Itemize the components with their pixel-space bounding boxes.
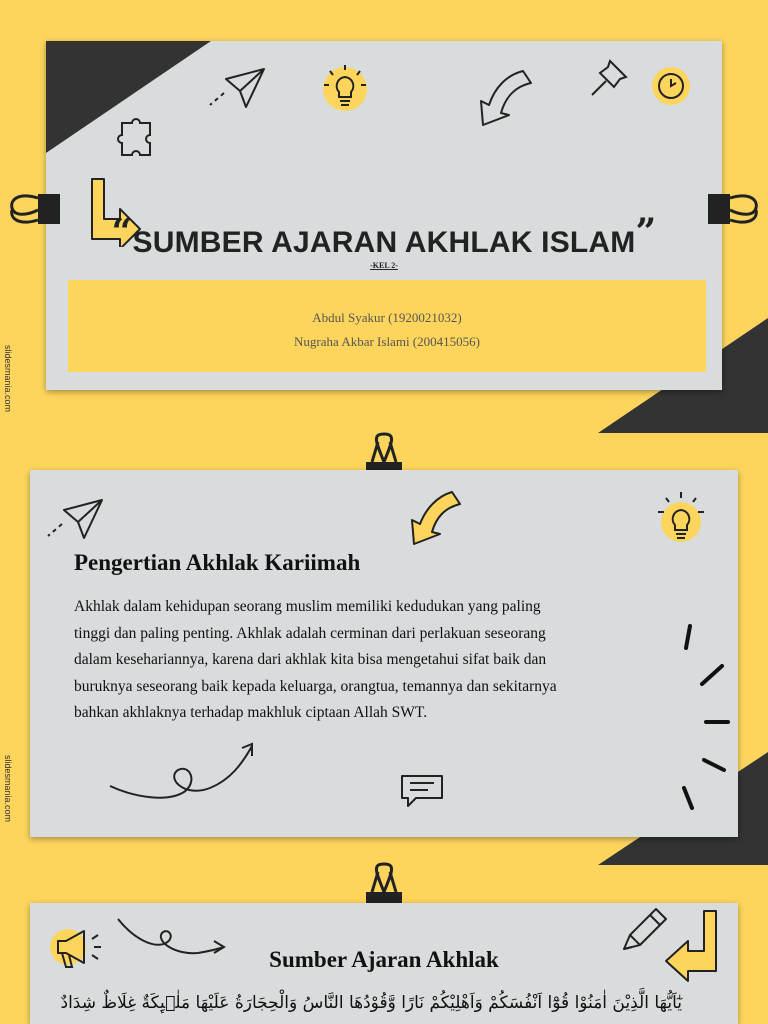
section-heading: Pengertian Akhlak Kariimah: [74, 550, 361, 575]
section-heading: Sumber Ajaran Akhlak: [269, 947, 499, 972]
title-text: SUMBER AJARAN AKHLAK ISLAM: [132, 226, 636, 259]
close-quote: ”: [635, 211, 657, 253]
lightbulb-icon: [654, 486, 714, 546]
presentation-title: [46, 211, 722, 260]
paragraph-line: dalam kesehariannya, karena dari akhlak kita bisa mengetahui sifat baik dan: [74, 651, 547, 669]
slide-sources: [30, 903, 738, 1024]
loop-arrow-icon: [106, 740, 256, 804]
group-subtitle: -KEL 2-: [370, 261, 398, 270]
slide-definition: [30, 470, 738, 837]
pushpin-icon: [586, 55, 638, 99]
paragraph-line: buruknya seseorang baik kepada keluarga, orangtua, temannya dan sekitarnya: [74, 677, 557, 695]
paragraph-line: tinggi dan paling penting. Akhlak adalah cerminan dari perlakuan seseorang: [74, 624, 546, 642]
puzzle-icon: [114, 113, 160, 163]
clock-icon: [649, 65, 693, 107]
lightbulb-icon: [316, 61, 372, 117]
paragraph-line: Akhlak dalam kehidupan seorang muslim memiliki kedudukan yang paling: [74, 598, 541, 615]
watermark-text: slidesmania.com: [3, 755, 13, 823]
speech-bubble-icon: [398, 770, 446, 810]
member-name: Abdul Syakur (1920021032): [312, 310, 462, 325]
member-name: Nugraha Akbar Islami (200415056): [294, 334, 480, 349]
curved-arrow-icon: [471, 65, 535, 129]
paper-plane-icon: [206, 65, 268, 109]
paper-plane-icon: [44, 496, 106, 540]
watermark-text: slidesmania.com: [3, 345, 13, 413]
slide-title: [46, 41, 722, 390]
quran-verse: يٰٓاَيُّهَا الَّذِيْنَ اٰمَنُوْا قُوْٓا اَنْفُسَكُمْ وَاَهْلِيْكُمْ نَارًا وَّقُوْدُهَا النَّاسُ وَالْحِجَارَةُ عَلَيْهَا مَلٰۤىِٕكَةٌ غِلَاظٌ شِدَادٌ: [60, 993, 682, 1013]
binder-clip-icon: [8, 190, 62, 228]
open-quote: “: [111, 211, 133, 253]
paragraph-line: bahkan akhlaknya terhadap makhluk ciptaan Allah SWT.: [74, 704, 428, 722]
curved-arrow-icon: [400, 488, 464, 548]
definition-paragraph: [74, 594, 694, 727]
members-box: [68, 280, 706, 372]
burst-lines-icon: [676, 620, 732, 814]
binder-clip-icon: [706, 190, 760, 228]
